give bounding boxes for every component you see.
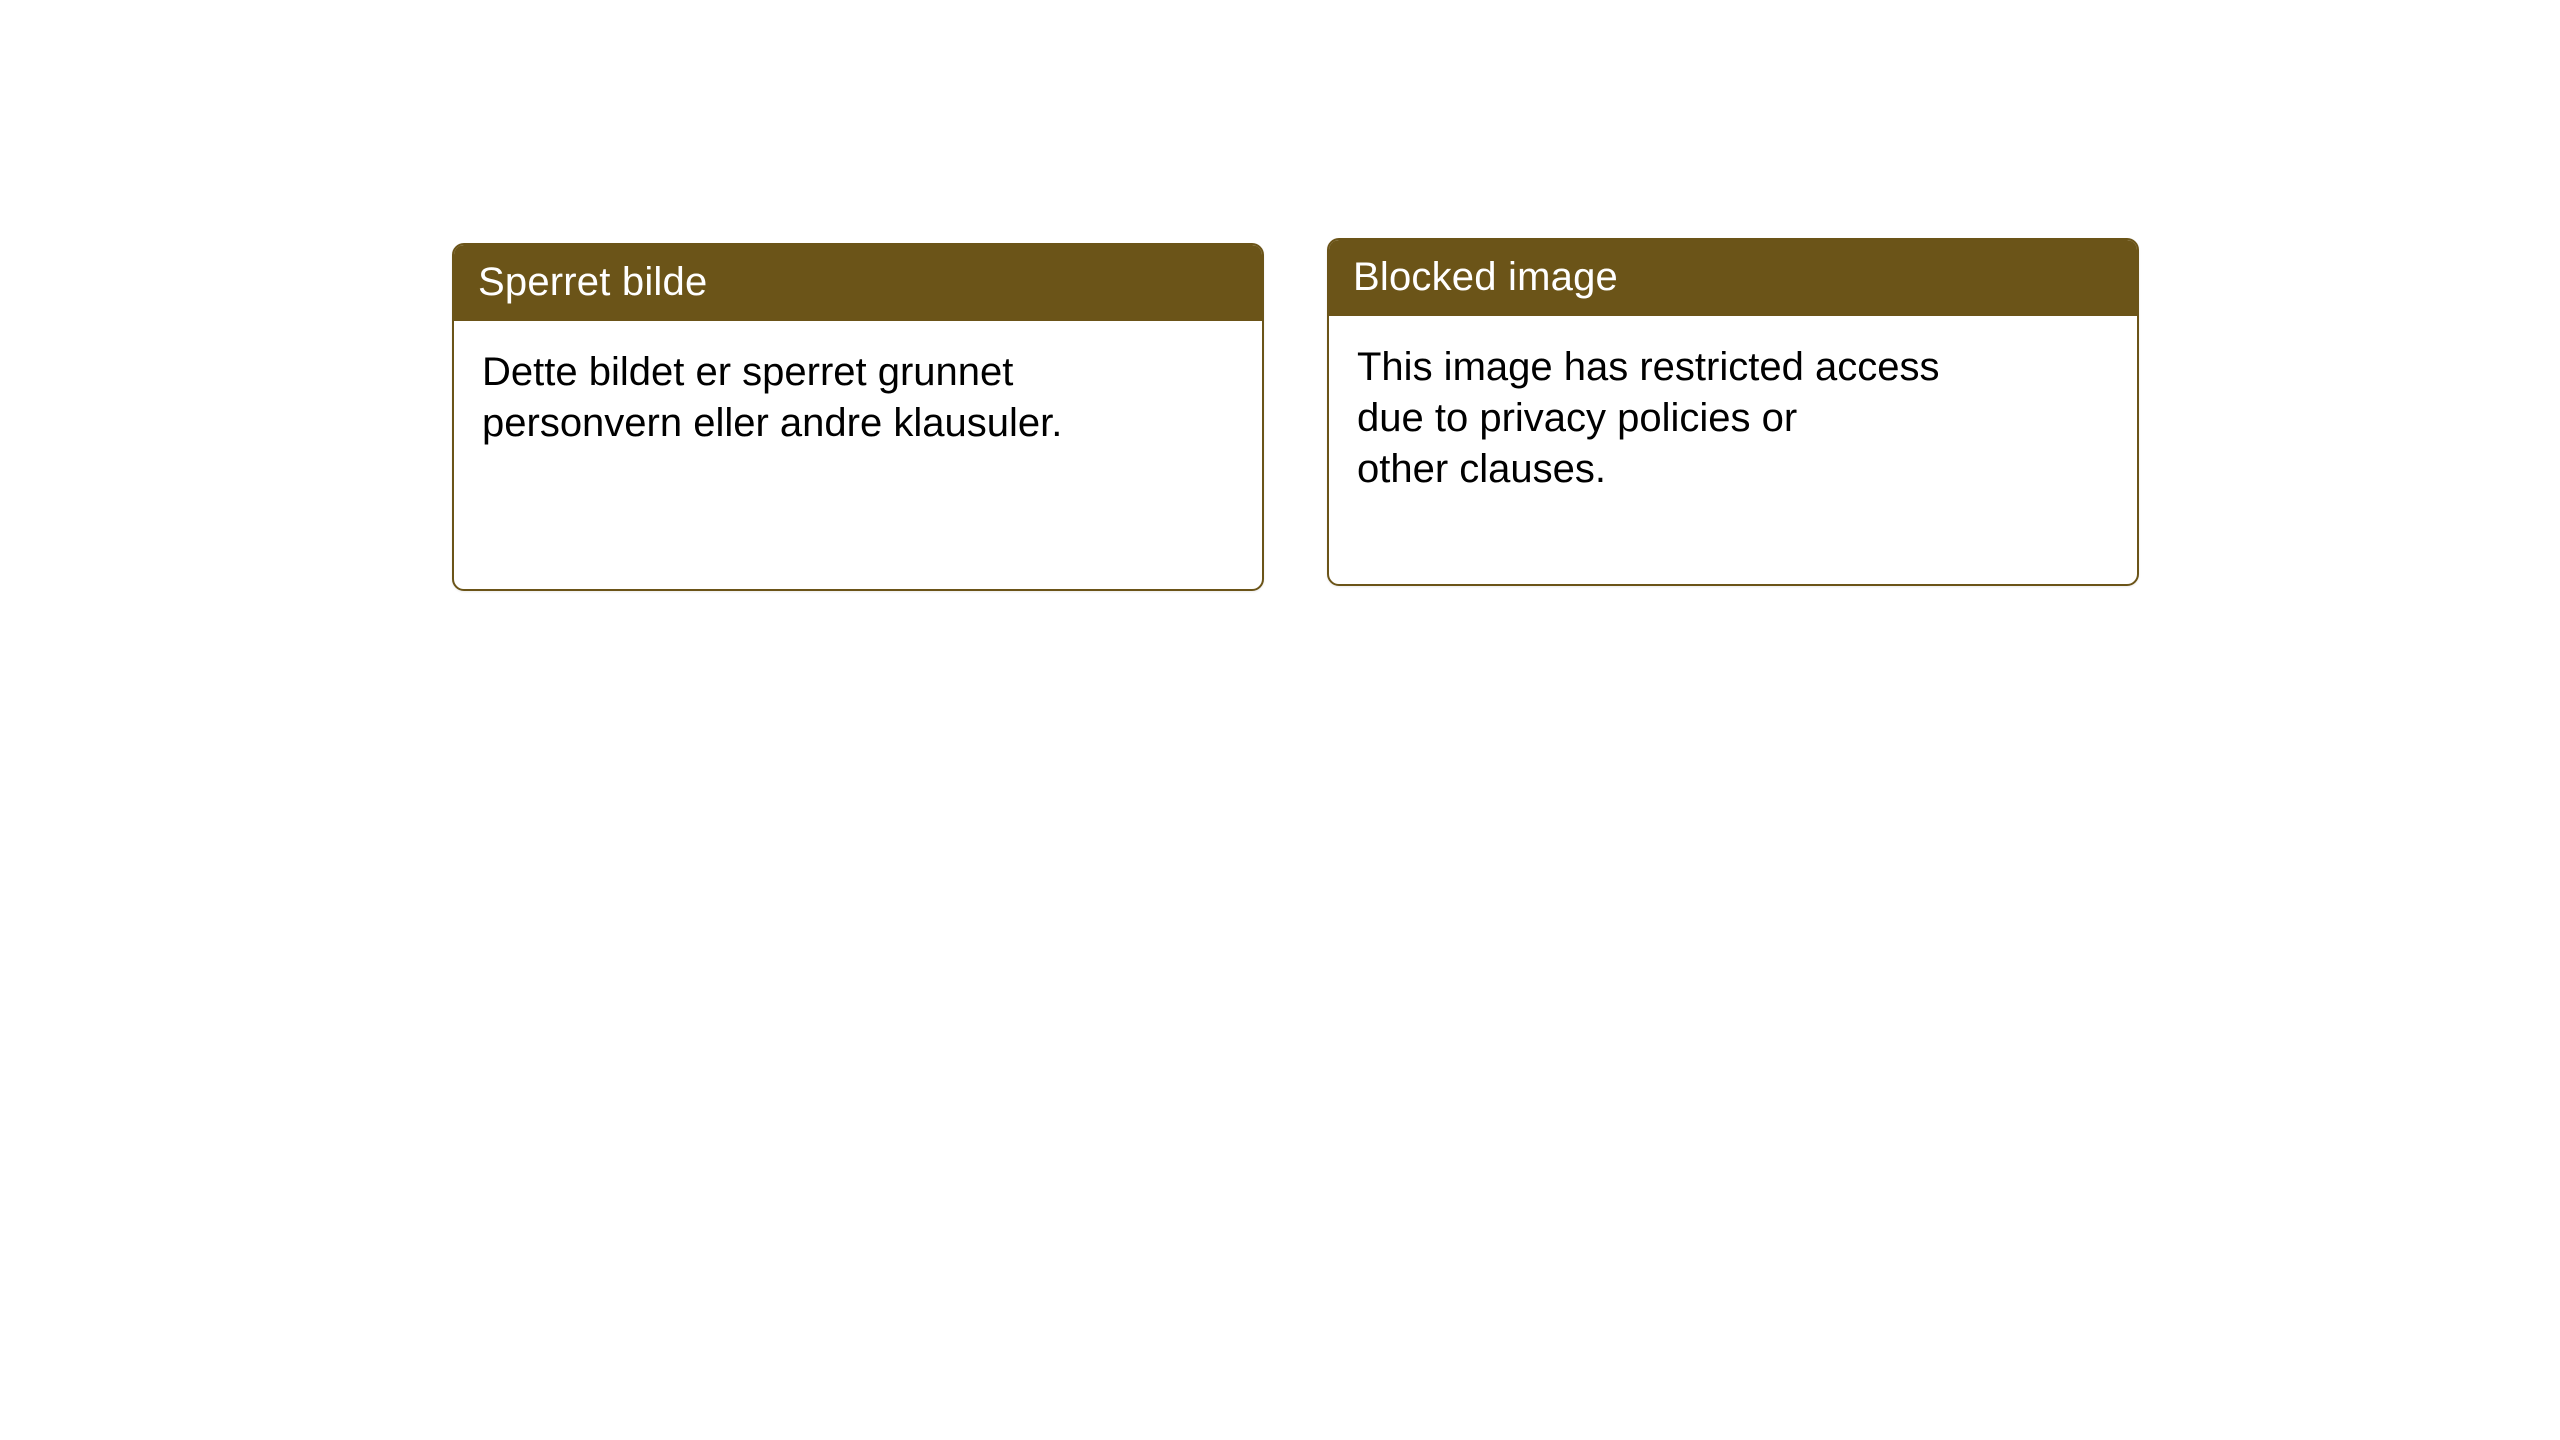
card-body-en	[1329, 316, 2137, 496]
blocked-image-notice-card-no	[452, 243, 1264, 591]
card-body-line: Dette bildet er sperret grunnet	[482, 350, 1014, 394]
blocked-image-notice-card-en	[1327, 238, 2139, 586]
card-body-no	[454, 321, 1262, 449]
card-body-line: This image has restricted access	[1357, 345, 1940, 389]
card-body-line: other clauses.	[1357, 447, 1607, 492]
card-body-line: personvern eller andre klausuler.	[482, 401, 1063, 446]
card-title-no: Sperret bilde	[454, 245, 1262, 321]
card-body-line: due to privacy policies or	[1357, 396, 1798, 441]
card-title-en: Blocked image	[1329, 240, 2137, 316]
